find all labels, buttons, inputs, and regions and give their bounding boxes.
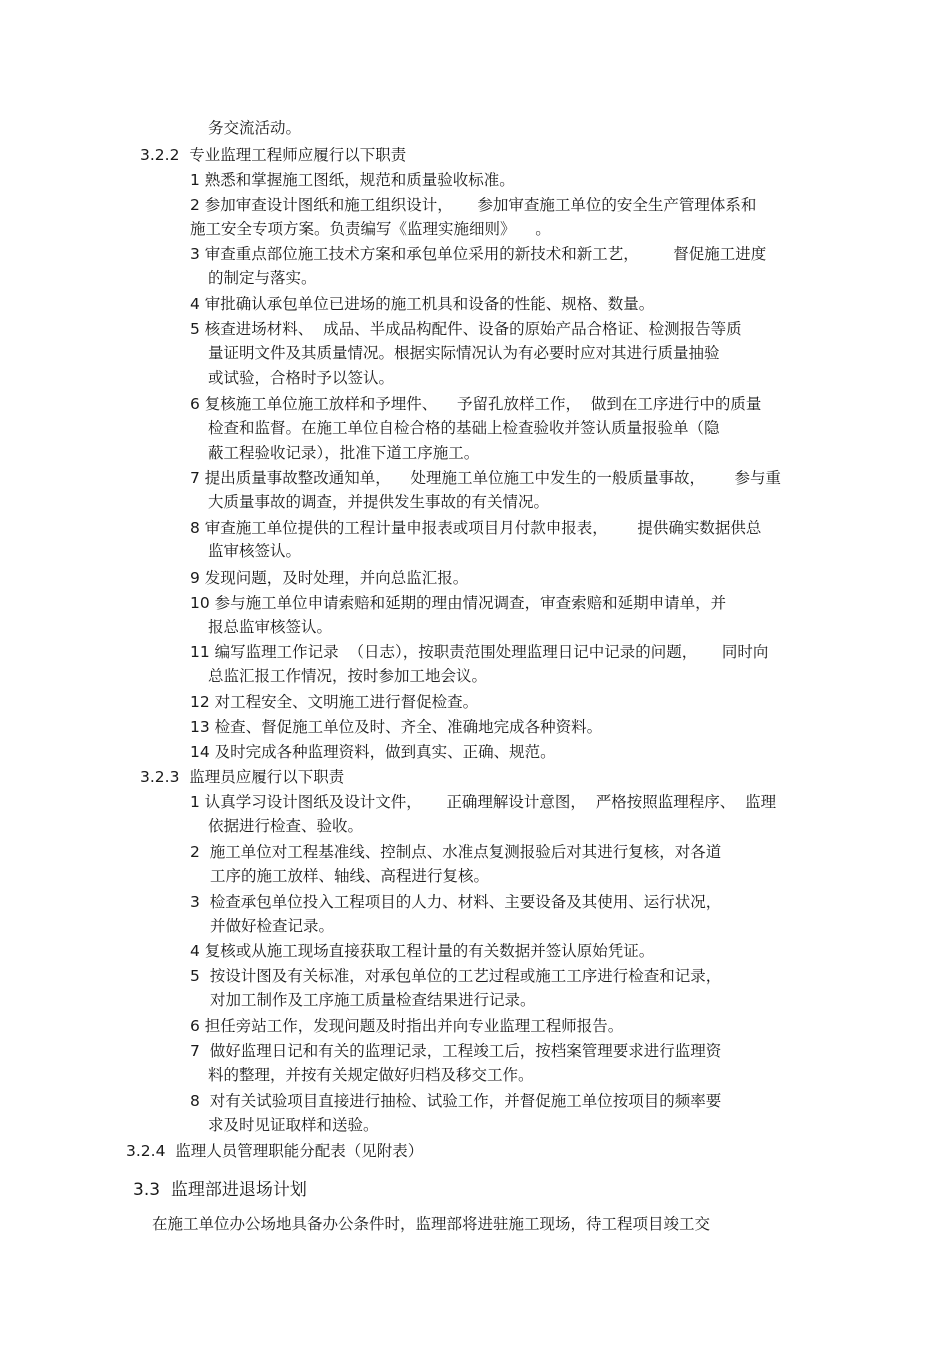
text-line: 监审核签认。 <box>208 542 302 560</box>
list-item: 12 对工程安全、文明施工进行督促检查。 <box>190 693 479 711</box>
list-item: 8 审查施工单位提供的工程计量申报表或项目月付款申报表， 提供确实数据供总 <box>190 519 762 537</box>
list-item: 7 提出质量事故整改通知单， 处理施工单位施工中发生的一般质量事故， 参与重 <box>190 469 782 487</box>
list-item: 4 复核或从施工现场直接获取工程计量的有关数据并签认原始凭证。 <box>190 942 655 960</box>
text-line: 蔽工程验收记录），批准下道工序施工。 <box>208 444 480 462</box>
text-line: 料的整理，并按有关规定做好归档及移交工作。 <box>208 1066 534 1084</box>
text-line: 对加工制作及工序施工质量检查结果进行记录。 <box>210 991 536 1009</box>
section-heading-3-2-3: 3.2.3 监理员应履行以下职责 <box>140 768 345 786</box>
text-line: 并做好检查记录。 <box>210 917 335 935</box>
list-item: 1 熟悉和掌握施工图纸，规范和质量验收标准。 <box>190 171 515 189</box>
text-line: 依据进行检查、验收。 <box>208 817 364 835</box>
text-line: 施工安全专项方案。负责编写《监理实施细则》 。 <box>190 220 551 238</box>
list-item: 3 检查承包单位投入工程项目的人力、材料、主要设备及其使用、运行状况， <box>190 893 722 911</box>
list-item: 7 做好监理日记和有关的监理记录，工程竣工后，按档案管理要求进行监理资 <box>190 1042 722 1060</box>
list-item: 6 复核施工单位施工放样和予埋件、 予留孔放样工作， 做到在工序进行中的质量 <box>190 395 762 413</box>
list-item: 5 按设计图及有关标准，对承包单位的工艺过程或施工工序进行检查和记录， <box>190 967 722 985</box>
text-line: 大质量事故的调查，并提供发生事故的有关情况。 <box>208 493 550 511</box>
list-item: 2 参加审查设计图纸和施工组织设计， 参加审查施工单位的安全生产管理体系和 <box>190 196 757 214</box>
list-item: 1 认真学习设计图纸及设计文件， 正确理解设计意图， 严格按照监理程序、 监理 <box>190 793 777 811</box>
text-line: 报总监审核签认。 <box>208 618 333 636</box>
text-line: 求及时见证取样和送验。 <box>208 1116 379 1134</box>
section-heading-3-3: 3.3 监理部进退场计划 <box>133 1180 307 1200</box>
list-item: 2 施工单位对工程基准线、控制点、水准点复测报验后对其进行复核，对各道 <box>190 843 722 861</box>
list-item: 9 发现问题，及时处理，并向总监汇报。 <box>190 569 469 587</box>
text-line: 量证明文件及其质量情况。根据实际情况认为有必要时应对其进行质量抽验 <box>208 344 720 362</box>
list-item: 14 及时完成各种监理资料，做到真实、正确、规范。 <box>190 743 556 761</box>
list-item: 8 对有关试验项目直接进行抽检、试验工作，并督促施工单位按项目的频率要 <box>190 1092 722 1110</box>
text-line: 或试验，合格时予以签认。 <box>208 369 395 387</box>
list-item: 10 参与施工单位申请索赔和延期的理由情况调查，审查索赔和延期申请单，并 <box>190 594 727 612</box>
list-item: 5 核查进场材料、 成品、半成品构配件、设备的原始产品合格证、检测报告等质 <box>190 320 742 338</box>
list-item: 11 编写监理工作记录 （日志），按职责范围处理监理日记中记录的问题， 同时向 <box>190 643 769 661</box>
section-heading-3-2-4: 3.2.4 监理人员管理职能分配表（见附表） <box>126 1142 424 1160</box>
text-line: 工序的施工放样、轴线、高程进行复核。 <box>210 867 490 885</box>
list-item: 4 审批确认承包单位已进场的施工机具和设备的性能、规格、数量。 <box>190 295 655 313</box>
text-line: 总监汇报工作情况，按时参加工地会议。 <box>208 667 488 685</box>
text-line: 检查和监督。在施工单位自检合格的基础上检查验收并签认质量报验单（隐 <box>208 419 720 437</box>
text-line: 的制定与落实。 <box>208 269 317 287</box>
list-item: 3 审查重点部位施工技术方案和承包单位采用的新技术和新工艺， 督促施工进度 <box>190 245 767 263</box>
text-line: 务交流活动。 <box>208 119 302 137</box>
text-line: 在施工单位办公场地具备办公条件时，监理部将进驻施工现场，待工程项目竣工交 <box>152 1215 711 1233</box>
list-item: 13 检查、督促施工单位及时、齐全、准确地完成各种资料。 <box>190 718 603 736</box>
list-item: 6 担任旁站工作，发现问题及时指出并向专业监理工程师报告。 <box>190 1017 624 1035</box>
section-heading-3-2-2: 3.2.2 专业监理工程师应履行以下职责 <box>140 146 407 164</box>
